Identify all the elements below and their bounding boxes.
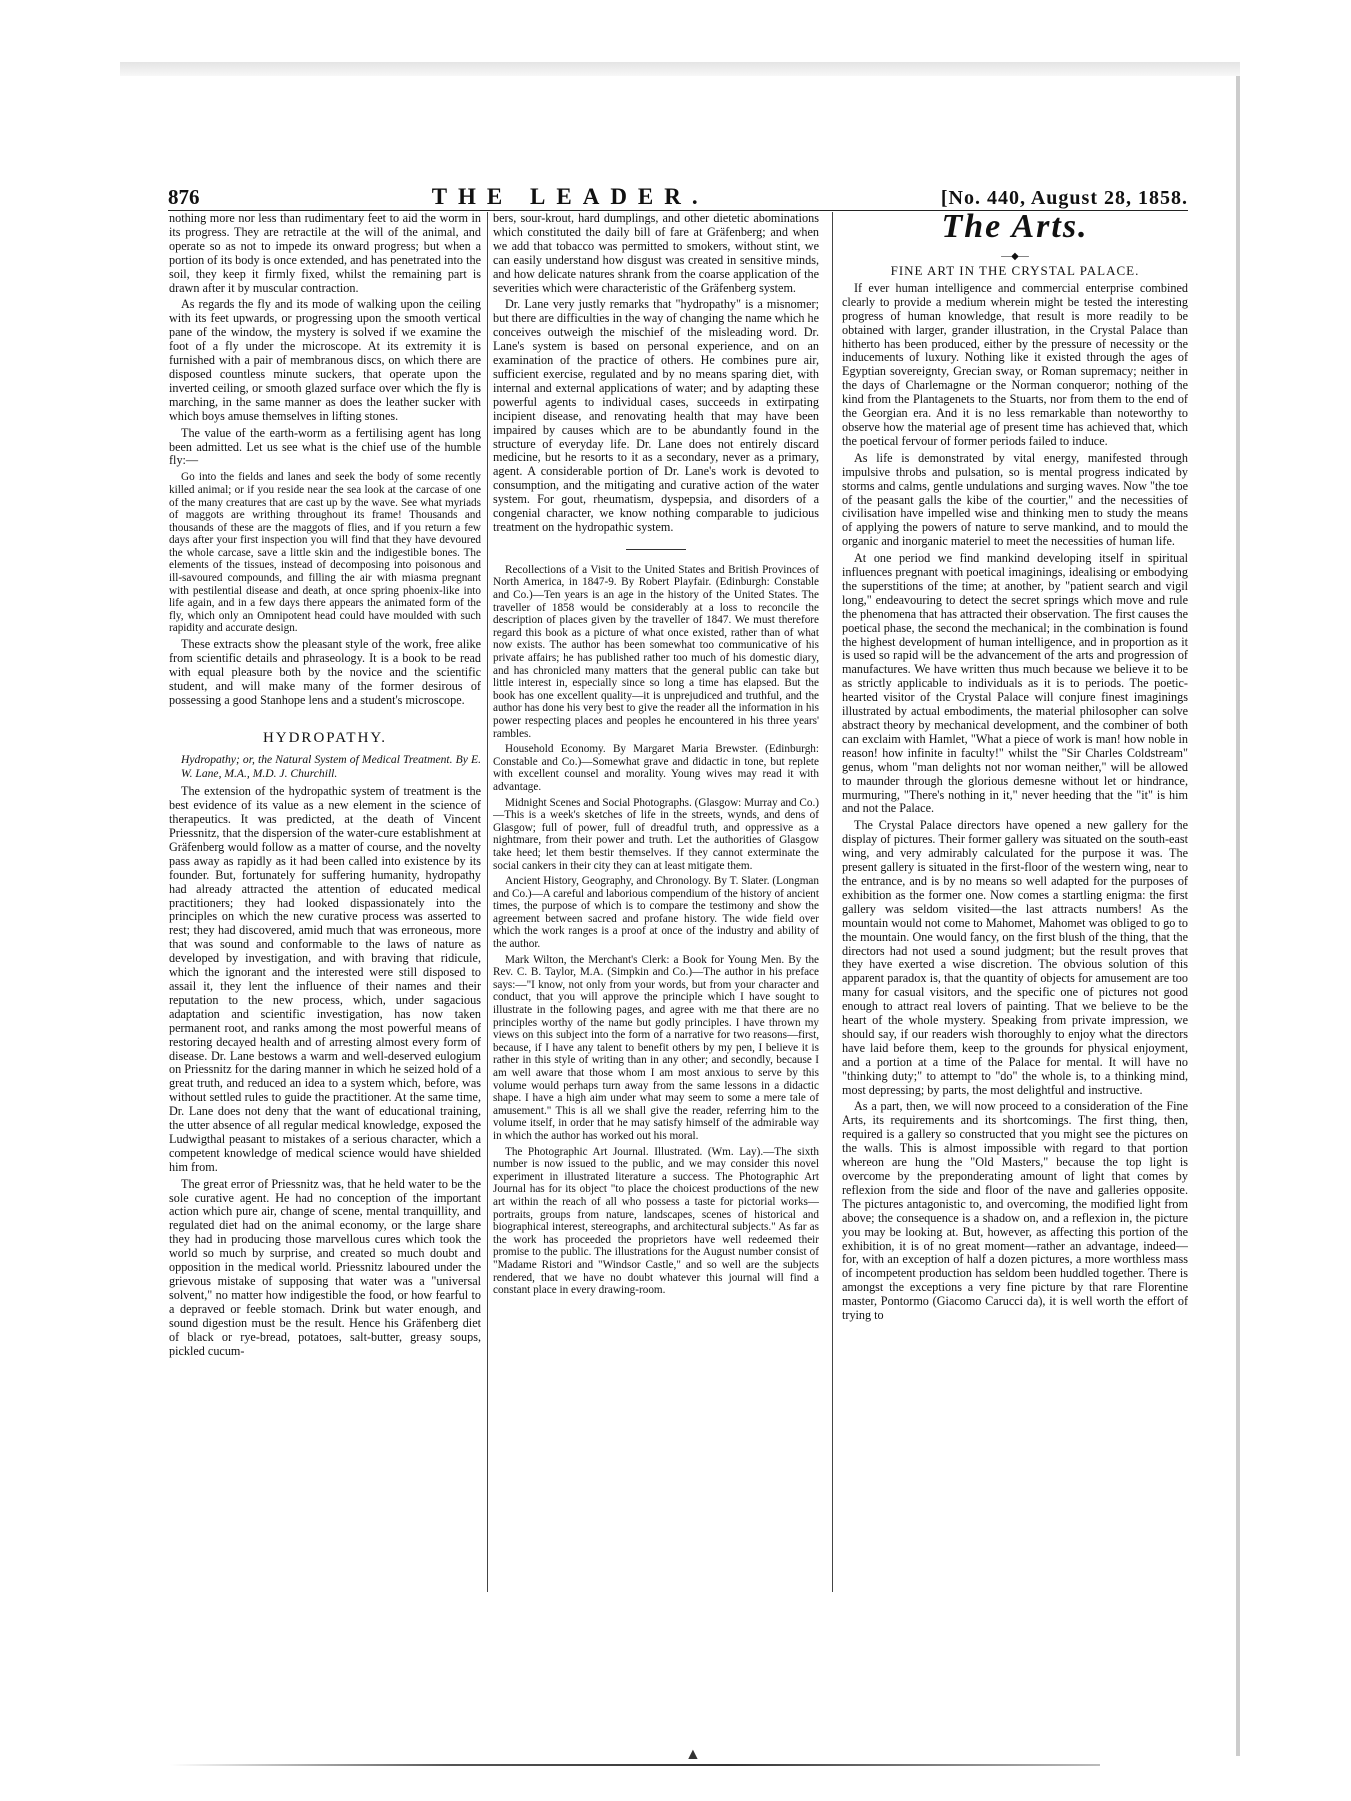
article-title: FINE ART IN THE CRYSTAL PALACE. (890, 263, 1140, 278)
review-item: Midnight Scenes and Social Photographs. (Glasgow: Murray and Co.)—This is a week's sketches of life in the streets, wynds, and dens of Glasgow; full of power, full of dreadful truth, and oppressive as a nightmare, from their power and truth. Let the authorities of Glasgow take heed; let them bestir themselves. If they cannot exterminate the social cankers in their city they can at least mitigate them. (493, 796, 819, 872)
book-reference: Hydropathy; or, the Natural System of Medical Treatment. By E. W. Lane, M.A., M.D. J. Churchill. (181, 753, 481, 781)
column-divider (832, 212, 833, 1592)
column-1 (169, 212, 481, 1602)
review-item: Recollections of a Visit to the United States and British Provinces of North America, in 1847-9. By Robert Playfair. (Edinburgh: Constable and Co.)—Ten years is an age in the history of the United States. The traveller of 1858 would be considerably at a loss to reconcile the description of places given by the traveller of 1847. We must therefore regard this book as a picture of what once existed, rather than of what now exists. The author has been somewhat too communicative of his private affairs; he has published rather too much of his domestic diary, and has chronicled many matters that the general public can take but little interest in, especially since so long a time has elapsed. But the book has one excellent quality—it is unprejudiced and truthful, and the author has done his very best to give the reader all the information in his power respecting places and peoples he encountered in his three years' rambles. (493, 563, 819, 740)
paragraph: At one period we find mankind developing itself in spiritual influences pregnant with poetical imaginings, idealising or embodying the superstitions of the time; at another, by "patient search and vigil long," endeavouring to detect the secret springs which move and rule the phenomena that has attracted their observation. The first causes the poetical phase, the second the mechanical; in the combination is found the highest development of human intelligence, and in proportion as it is used so rapid will be the advancement of the arts and progression of manufactures. We have written thus much because we believe it to be as strictly applicable to individuals as it is to periods. The poetic-hearted visitor of the Crystal Palace will conjure finest imaginings illustrated by actual embodiments, the material philosopher can solve abstract theory by mechanical development, and the combiner of both can exclaim with Hamlet, "What a piece of work is man! how noble in reason! how infinite in faculty!" whilst the "Sir Charles Coldstream" genus, whom "man delights not nor woman neither," will be allowed to maunder through the glorious demesne without let or hindrance, murmuring, "There's nothing in it," never heeding that the "it" is him and not the Palace. (842, 551, 1188, 816)
section-title: HYDROPATHY. (262, 729, 388, 746)
paragraph: Dr. Lane very justly remarks that "hydropathy" is a misnomer; but there are difficulties in the way of changing the name which he conceives outweigh the mischief of the misleading word. Dr. Lane's system is based on personal experience, and on an examination of the practice of others. He combines pure air, sufficient exercise, regulated and by no means sparing diet, with internal and external applications of water; and by adapting these powerful agents to individual cases, succeeds in extirpating incipient disease, and renovating health that may have been impaired by causes which are to be abundantly found in the structure of everyday life. Dr. Lane does not entirely discard medicine, but he resorts to it as a secondary, never as a primary, agent. A considerable portion of Dr. Lane's work is devoted to consumption, and the mitigating and curative action of the water system. For gout, rheumatism, dyspepsia, and disorders of a congenial character, we know nothing comparable to judicious treatment on the hydropathic system. (493, 297, 819, 534)
paragraph: As regards the fly and its mode of walking upon the ceiling with its feet upwards, or progressing upon the smooth vertical pane of the window, the mystery is solved if we examine the foot of a fly under the microscope. At its extremity it is furnished with a pair of membranous discs, on which there are disposed countless minute suckers, that operate upon the inverted ceiling, or smooth glazed surface over which the fly is marching, in the same manner as does the leather sucker with which boys amuse themselves in lifting stones. (169, 297, 481, 423)
paragraph: If ever human intelligence and commercial enterprise combined clearly to provide a medium wherein might be tested the interesting progress of human knowledge, that result is more readily to be obtained with larger, grander illustration, in the Crystal Palace than hitherto has been produced, either by the pressure of necessity or the inducements of luxury. Nothing like it existed through the ages of Egyptian sovereignty, Grecian sway, or Roman supremacy; neither in the days of Charlemagne or the Norman conqueror; nothing of the kind from the Plantagenets to the Stuarts, nor from them to the end of the Georgian era. And it is no less remarkable than noteworthy to observe how the material age of present time has achieved that, which the poetical fervour of former periods failed to induce. (842, 280, 1188, 448)
block-quote: Go into the fields and lanes and seek the body of some recently killed animal; or if you reside near the sea look at the carcase of one of the many creatures that are cast up by the wave. See what myriads of maggots are writhing throughout its frame! Thousands and thousands of these are the maggots of flies, and if you return a few days after your first inspection you will find that they have devoured the whole carcase, save a little skin and the indigestible bones. The elements of the tissues, instead of decomposing into poisonous and ill-savoured compounds, and filling the air with miasma pregnant with pestilential disease and death, at once spring phoenix-like into life again, and in a few days there appears the animated form of the fly, which only an Omnipotent head could have moulded with such rapidity and accurate design. (169, 471, 481, 635)
masthead-title: THE LEADER. (431, 184, 709, 209)
review-item: Mark Wilton, the Merchant's Clerk: a Book for Young Men. By the Rev. C. B. Taylor, M.A. (Simpkin and Co.)—The author in his preface says:—"I know, not only from your words, but from your character and conduct, that you will approve the principle which I have sought to illustrate in the following pages, and agree with me that there are no principles worthy of the name but godly principles. I have thrown my views on this subject into the form of a narrative for two reasons—first, because, if I have any talent to benefit others by my pen, I believe it is rather in this style of writing than in any other; and secondly, because I am well aware that those whom I am most anxious to serve by this volume would perhaps turn away from the same lessons in a didactic shape. I have a high aim under what may seem to some a mere tale of amusement." This is all we shall give the reader, referring him to the volume itself, in order that he may satisfy himself of the admirable way in which the author has worked out his moral. (493, 953, 819, 1142)
column-3 (842, 212, 1188, 1602)
paragraph: bers, sour-krout, hard dumplings, and other dietetic abominations which constituted the daily bill of fare at Gräfenberg; and when we add that tobacco was permitted to smokers, without stint, we can easily understand how disgust was created in sensitive minds, and how delicate natures shrank from the coarse application of the severities which were characteristic of the Gräfenberg system. (493, 212, 819, 295)
paragraph: nothing more nor less than rudimentary feet to aid the worm in its progress. They are retractile at the will of the animal, and operate so as not to impede its onward progress; but when a portion of its body is once extended, and has penetrated into the soil, they keep it firmly fixed, whilst the remaining part is drawn after it by muscular contraction. (169, 212, 481, 295)
review-item: The Photographic Art Journal. Illustrated. (Wm. Lay).—The sixth number is now issued to the public, and we may consider this novel experiment in illustrated literature a success. The Photographic Art Journal has for its object "to place the choicest productions of the new art within the reach of all who possess a taste for pictorial works—portraits, groups from nature, landscapes, scenes of historical and biographical interest, stereographs, and architectural subjects." As far as the work has proceeded the proprietors have well redeemed their promise to the public. The illustrations for the August number consist of "Madame Ristori and "Windsor Castle," and so well are the subjects rendered, that we have no doubt whatever this journal will find a constant place in every drawing-room. (493, 1145, 819, 1297)
scan-edge-bottom (170, 1764, 1100, 1766)
column-2 (493, 212, 819, 1602)
ornament-rule: —◆— (1001, 251, 1029, 262)
review-item: Household Economy. By Margaret Maria Brewster. (Edinburgh: Constable and Co.)—Somewhat grave and didactic in tone, but replete with excellent counsel and morality. Young wives may read it with advantage. (493, 743, 819, 793)
section-rule (626, 549, 686, 550)
review-item: Ancient History, Geography, and Chronology. By T. Slater. (Longman and Co.)—A careful and laborious compendium of the history of ancient times, the purpose of which is to compare the testimony and show the agreement between sacred and profane history. The wide field over which the work ranges is a proof at once of the industry and ability of the author. (493, 875, 819, 951)
paragraph: The value of the earth-worm as a fertilising agent has long been admitted. Let us see what is the chief use of the humble fly:— (169, 425, 481, 468)
paragraph: As life is demonstrated by vital energy, manifested through impulsive throbs and pulsation, so is mental progress indicated by storms and calms, gentle undulations and surging waves. Now "the toe of the peasant galls the kibe of the courtier," and the necessities of civilisation have impelled wise and thinking men to study the means of applying the powers of nature to serve mankind, and to mould the organic and inorganic materiel to meet the necessities of human life. (842, 450, 1188, 549)
scan-edge-right (1236, 76, 1240, 1756)
column-divider (487, 212, 488, 1592)
paragraph: These extracts show the pleasant style of the work, free alike from scientific details and phraseology. It is a book to be read with equal pleasure both by the novice and the scientific student, and will make many of the former desirous of possessing a good Stanhope lens and a student's microscope. (169, 637, 481, 707)
issue-date: [No. 440, August 28, 1858. (940, 187, 1188, 209)
ink-blot-icon: ▲ (685, 1746, 701, 1763)
paragraph: As a part, then, we will now proceed to a consideration of the Fine Arts, its requirements and its shortcomings. The first thing, then, required is a gallery so constructed that you might see the pictures on the walls. This is almost impossible with regard to that portion whereon are hung the "Old Masters," because the top light is overcome by the preponderating amount of light that comes by reflexion from the side and floor of the nave and galleries opposite. The pictures antagonistic to, and overcoming, the modified light from above; the consequence is a shadow on, and a reflexion in, the picture you may be looking at. But, however, as affecting this portion of the exhibition, it is of no great moment—rather an advantage, indeed—for, with an exception of half a dozen pictures, a more worthless mass of incompetent production has seldom been huddled together. There is amongst the exceptions a very fine picture by that rare Florentine master, Pontormo (Giacomo Carucci da), it is well worth the effort of trying to (842, 1099, 1188, 1323)
paragraph: The extension of the hydropathic system of treatment is the best evidence of its value as a new element in the science of therapeutics. It was predicted, at the death of Vincent Priessnitz, that the dispersion of the water-cure establishment at Gräfenberg would follow as a matter of course, and the novelty pass away as rapidly as it had been called into existence by its founder. But, fortunately for suffering humanity, hydropathy had already attracted the attention of educated medical practitioners; they had looked dispassionately into the principles on which the new curative process was asserted to rest; they had discovered, amid much that was erroneous, more that was sound and conformable to the laws of nature as developed by investigation, and with braving that ridicule, which the ignorant and the interested were still disposed to assail it, they lent the influence of their names and their reputation to the new process, which, under sagacious adaptation and scientific investigation, has now taken permanent root, and ranks among the most powerful means of restoring decayed health and of arresting almost every form of disease. Dr. Lane bestows a warm and well-deserved eulogium on Priessnitz for the daring manner in which he seized hold of a great truth, and reduced an idea to a system which, before, was without settled rules to guide the practitioner. At the same time, Dr. Lane does not deny that the want of educational training, the utter absence of all regular medical knowledge, exposed the Ludwigthal peasant to mistakes of a serious character, which a competent knowledge of medical science would have shielded him from. (169, 784, 481, 1174)
page-number: 876 (168, 185, 200, 209)
scan-edge-top (120, 62, 1240, 76)
paragraph: The Crystal Palace directors have opened a new gallery for the display of pictures. Their former gallery was situated on the south-east wing, and very admirably calculated for the purpose it was. The present gallery is situated in the first-floor of the western wing, near to the entrance, and is by no means so well adapted for the purposes of exhibition as the former one. Now comes a startling enigma: the first gallery was seldom visited—the last attracts numbers! As the mountain would not come to Mahomet, Mahomet was obliged to go to the mountain. One would fancy, on the first blush of the thing, that the directors had not used a sound judgment; but the result proves that they have exerted a wise discretion. The obvious solution of this apparent paradox is, that the quantity of objects for amusement are too many for casual visitors, and the specific one of pictures not good enough to attract real lovers of painting. That we believe to be the heart of the whole mystery. Speaking from private impression, we should say, if our readers wish thoroughly to enjoy what the directors have laid before them, keep to the grounds for physical enjoyment, and a portion at a time of the Palace for mental. It will have no "thinking duty;" to attempt to "do" the whole is, to a thinking mind, most depressing; by parts, the most delightful and instructive. (842, 818, 1188, 1097)
department-title: The Arts. (941, 212, 1089, 245)
page-header (168, 184, 1188, 211)
paragraph: The great error of Priessnitz was, that he held water to be the sole curative agent. He had no conception of the important action which pure air, change of scene, mental tranquillity, and regulated diet had on the animal economy, or the large share they had in producing those marvellous cures which took the world so much by surprise, and created so much doubt and opposition in the medical world. Priessnitz laboured under the grievous mistake of supposing that water was a "universal solvent," no matter how indigestible the food, or how fearful to a depraved or feeble stomach. Drink but water enough, and sound digestion must be the result. Hence his Gräfenberg diet of black or rye-bread, potatoes, salt-butter, greasy soups, pickled cucum- (169, 1176, 481, 1358)
